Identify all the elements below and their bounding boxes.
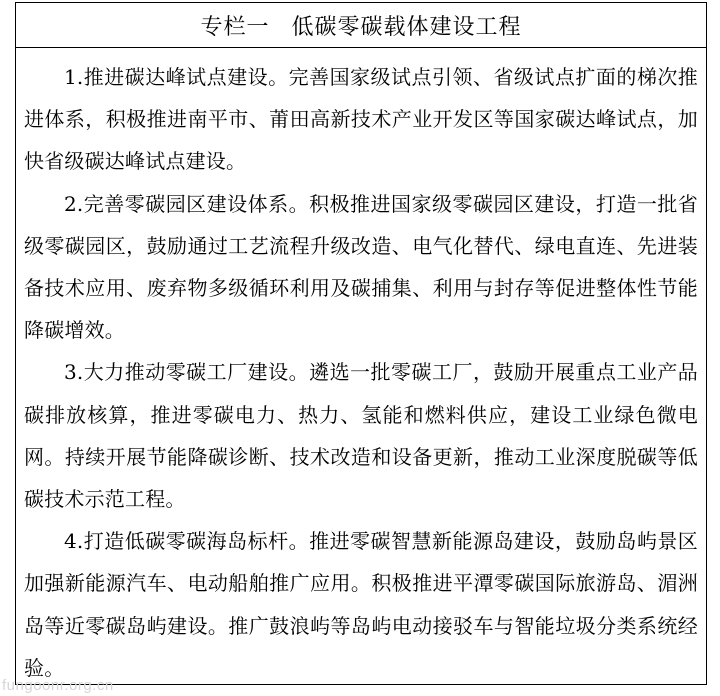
paragraph-4: 4.打造低碳零碳海岛标杆。推进零碳智慧新能源岛建设，鼓励岛屿景区加强新能源汽车、电动船舶推广应用。积极推进平潭零碳国际旅游岛、湄洲岛等近零碳岛屿建设。推广鼓浪屿等岛屿电动接驳车与智能垃圾分类系统经验。 xyxy=(24,529,698,680)
watermark: fungoonr.org.cn xyxy=(2,677,114,694)
box-title xyxy=(16,3,706,48)
paragraph-1: 1.推进碳达峰试点建设。完善国家级试点引领、省级试点扩面的梯次推进体系，积极推进南平市、莆田高新技术产业开发区等国家碳达峰试点，加快省级碳达峰试点建设。 xyxy=(24,65,698,174)
paragraph-2: 2.完善零碳园区建设体系。积极推进国家级零碳园区建设，打造一批省级零碳园区，鼓励通过工艺流程升级改造、电气化替代、绿电直连、先进装备技术应用、废弃物多级循环利用及碳捕集、利用与封存等促进整体性节能降碳增效。 xyxy=(24,191,698,343)
title-main: 低碳零碳载体建设工程 xyxy=(291,14,522,40)
column-box xyxy=(15,2,707,685)
title-prefix: 专栏一 xyxy=(200,14,270,40)
box-content xyxy=(16,48,706,689)
paragraph-3: 3.大力推动零碳工厂建设。遴选一批零碳工厂，鼓励开展重点工业产品碳排放核算，推进零碳电力、热力、氢能和燃料供应，建设工业绿色微电网。持续开展节能降碳诊断、技术改造和设备更新，推动工业深度脱碳等低碳技术示范工程。 xyxy=(24,360,698,512)
